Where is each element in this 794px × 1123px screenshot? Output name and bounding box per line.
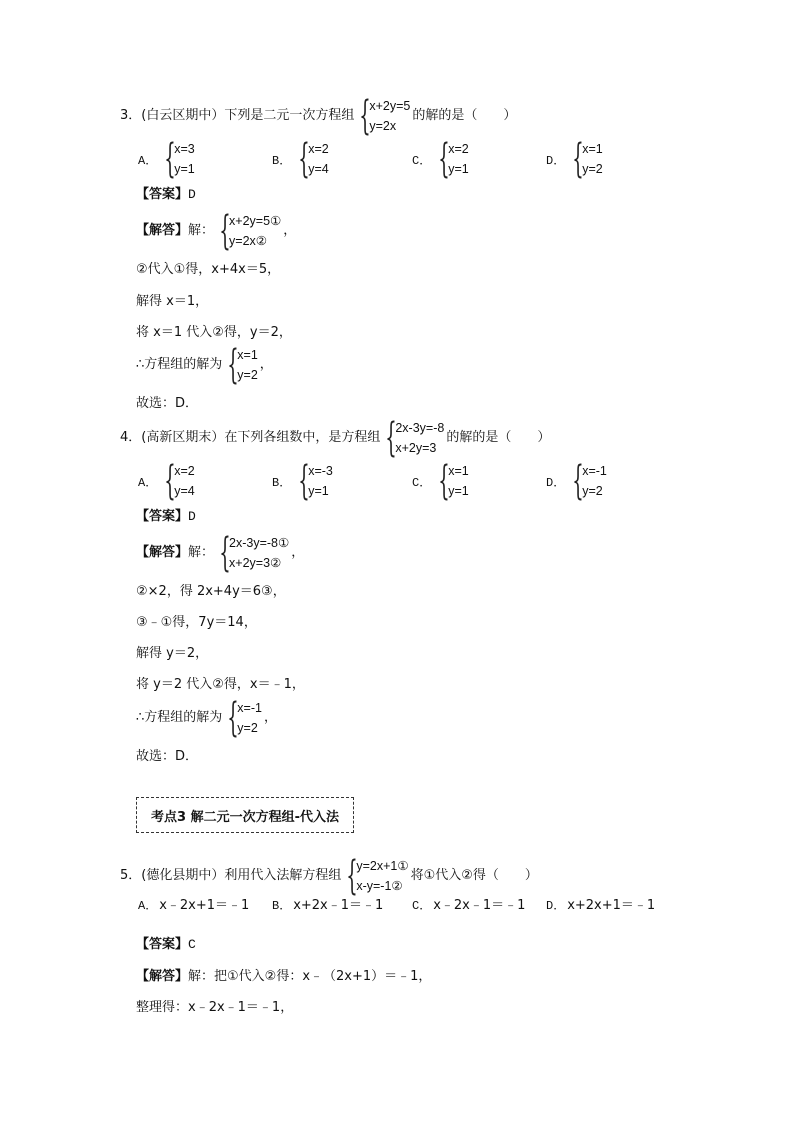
q3-system [356,93,411,139]
q5-option-b-text: x+2x﹣1＝﹣1 [293,898,384,913]
q3-solution-eq1: x+2y=5① [229,214,282,228]
q5-option-d-text: x+2x+1＝﹣1 [567,898,656,913]
q4-option-b: B． { x=-3 y=1 [272,458,333,504]
q4-solution-eq2: x+2y=3② [229,556,282,570]
q3-conclusion-eq1: x=1 [237,348,258,362]
q3-final: 故选：D． [136,396,199,411]
q5-option-c-text: x﹣2x﹣1＝﹣1 [433,898,526,913]
q5-stem-suffix: 将①代入②得（ ） [410,868,538,883]
q3-option-d: D． { x=1 y=2 [546,136,603,182]
q3-option-b-eq2: y=4 [308,162,329,176]
q4-stem [120,415,551,461]
q5-stem-prefix: 5．(德化县期中）利用代入法解方程组 [120,868,342,883]
q5-option-a-text: x﹣2x+1＝﹣1 [159,898,250,913]
q4-conclusion: ∴方程组的解为 { x=-1 y=2 ， [136,695,277,741]
q5-system-eq2: x-y=-1② [356,879,403,893]
q4-solution-comma: ， [291,545,305,560]
q5-option-a: A． x﹣2x+1＝﹣1 [138,898,250,913]
q3-conclusion: ∴方程组的解为 { x=1 y=2 ， [136,342,273,388]
q3-option-d-eq1: x=1 [582,142,603,156]
q4-conclusion-prefix: ∴方程组的解为 [136,710,223,725]
q3-stem [120,93,517,139]
q4-option-c: C． { x=1 y=1 [412,458,469,504]
q5-answer-value: C [188,937,196,952]
q4-stem-suffix: 的解的是（ ） [446,430,551,445]
q3-solution-head: 【解答】 解： { x+2y=5① y=2x② ， [136,208,297,254]
q3-solution-eq2: y=2x② [229,234,267,248]
q5-option-c: C． x﹣2x﹣1＝﹣1 [412,898,526,913]
q5-system-eq1: y=2x+1① [356,859,409,873]
q4-answer-value: D [188,509,196,524]
q5-answer-tag: 【答案】 [136,937,189,952]
q4-step-3: 解得 y＝2， [136,646,209,661]
q4-solution-head: 【解答】 解： { 2x-3y=-8① x+2y=3② ， [136,530,305,576]
q4-answer-tag: 【答案】 [136,509,189,524]
q3-option-a: A． { x=3 y=1 [138,136,195,182]
q5-option-d: D． x+2x+1＝﹣1 [546,898,656,913]
q3-option-b: B． { x=2 y=4 [272,136,329,182]
q4-step-1: ②×2，得 2x+4y＝6③， [136,584,286,599]
q3-solution-tag: 【解答】 [136,223,189,238]
q4-solution-lead: 解： [188,545,215,560]
q3-conclusion-prefix: ∴方程组的解为 [136,357,223,372]
section-title: 考点3 解二元一次方程组-代入法 [151,809,339,825]
section-heading-box [136,797,354,833]
q5-solution-tag: 【解答】 [136,969,189,984]
q4-stem-prefix: 4．(高新区期末）在下列各组数中，是方程组 [120,430,381,445]
q4-step-4: 将 y＝2 代入②得，x＝﹣1， [136,677,305,692]
q5-stem [120,853,538,899]
q4-solution-eq1: 2x-3y=-8① [229,536,290,550]
q3-solution-lead: 解： [188,223,215,238]
q4-conclusion-eq1: x=-1 [237,701,262,715]
q4-system-eq2: x+2y=3 [395,441,437,455]
q3-option-a-eq1: x=3 [174,142,195,156]
q3-system-eq1: x+2y=5 [369,99,411,113]
q3-option-c-eq1: x=2 [448,142,469,156]
brace-glyph: { [359,93,372,139]
q4-step-2: ③﹣①得，7y＝14， [136,615,257,630]
q5-option-b: B． x+2x﹣1＝﹣1 [272,898,384,913]
q4-final: 故选：D． [136,749,199,764]
q4-option-b-eq2: y=1 [308,484,329,498]
q5-answer [136,937,196,953]
q3-option-a-eq2: y=1 [174,162,195,176]
q4-conclusion-eq2: y=2 [237,721,258,735]
q5-step-1: 整理得：x﹣2x﹣1＝﹣1， [136,1000,294,1015]
q3-option-b-eq1: x=2 [308,142,329,156]
q3-option-c-eq2: y=1 [448,162,469,176]
q3-stem-prefix: 3．(白云区期中）下列是二元一次方程组 [120,108,355,123]
q5-solution-lead: 解：把①代入②得：x﹣（2x+1）＝﹣1， [188,969,432,984]
q4-option-c-eq2: y=1 [448,484,469,498]
q4-option-a-eq1: x=2 [174,464,195,478]
q3-answer [136,187,196,203]
q4-answer [136,509,196,525]
q3-step-1: ②代入①得，x+4x＝5， [136,262,281,277]
q4-option-d-eq1: x=-1 [582,464,607,478]
q4-option-d-eq2: y=2 [582,484,603,498]
q3-conclusion-eq2: y=2 [237,368,258,382]
q3-answer-tag: 【答案】 [136,187,189,202]
q5-system: { y=2x+1① x-y=-1② [346,853,409,899]
q3-system-eq2: y=2x [369,119,397,133]
q3-answer-value: D [188,187,196,202]
q3-step-3: 将 x＝1 代入②得，y＝2， [136,325,292,340]
q3-stem-suffix: 的解的是（ ） [412,108,517,123]
q3-option-c: C． { x=2 y=1 [412,136,469,182]
q4-system: { 2x-3y=-8 x+2y=3 [385,415,445,461]
q4-option-c-eq1: x=1 [448,464,469,478]
q3-step-2: 解得 x＝1， [136,294,209,309]
q4-system-eq1: 2x-3y=-8 [395,421,445,435]
q4-option-b-eq1: x=-3 [308,464,333,478]
q4-option-a-eq2: y=4 [174,484,195,498]
q5-solution [136,969,431,985]
q4-solution-tag: 【解答】 [136,545,189,560]
q3-option-d-eq2: y=2 [582,162,603,176]
q4-option-a: A． { x=2 y=4 [138,458,195,504]
q4-option-d: D． { x=-1 y=2 [546,458,607,504]
q3-solution-comma: ， [283,223,297,238]
